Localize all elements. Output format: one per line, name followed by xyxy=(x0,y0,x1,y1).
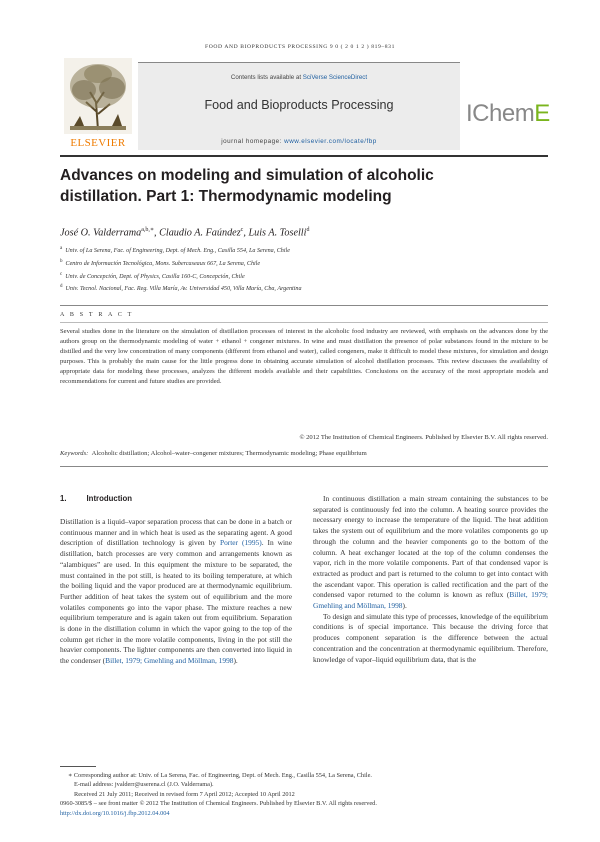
affiliation-key: b xyxy=(60,258,63,264)
icheme-logo-text: IChem xyxy=(466,100,535,127)
affiliation xyxy=(60,270,550,283)
icheme-logo xyxy=(466,100,550,128)
keywords-label: Keywords: xyxy=(60,450,89,457)
affiliation xyxy=(60,244,550,257)
citation-link[interactable]: Porter (1995) xyxy=(219,538,262,548)
journal-homepage xyxy=(138,138,460,145)
affiliation-key: d xyxy=(60,284,63,290)
abstract-text: Several studies done in the literature on the simulation of distillation processes of interest in the alcoholic food industry are reviewed, with emphasis on the advances done by the authors group on the thermodynamic modeling of water + ethanol + congener mixtures. In wine and must distillation the presence of polar substances found in the mixture to be distilled and the very low concentration of many components (different from ethanol and water), called congeners, make it difficult to model these mixtures, for simulation and design purposes. This is probably the main cause for the little progress done in obtaining accurate simulation of alcohol distillation processes. This review discusses the availability of appropriate data for modeling these processes, analyzes the different models available and their capabilities. Conclusions on the accuracy of the most appropriate models and recommendations for current and future studies are provided. xyxy=(60,328,548,385)
article-title xyxy=(60,165,520,207)
abstract-copyright: © 2012 The Institution of Chemical Engineers. Published by Elsevier B.V. All rights reserved. xyxy=(299,434,548,441)
abstract-bottom-rule xyxy=(60,466,548,467)
keywords-list: Alcoholic distillation; Alcohol–water–congener mixtures; Thermodynamic modeling; Phase equilibrium xyxy=(91,450,367,457)
paragraph-text: In continuous distillation a main stream containing the substances to be separated is continuously fed into the column. A heating source provides the necessary energy to increase the temperature of the liquid. The heat addition takes the system out of equilibrium and the more volatiles components go up through the column and the heavier components go to the bottom of the column. A heat exchanger located at the top of the column condenses the vapor, rich in the more volatile components. Part of that condensed vapor is extracted as product and part is returned to the column to get into contact with the ascendant vapor. This operation is called rectification and the part of the condensed vapor returned to the column is known as reflux ( xyxy=(313,494,548,600)
left-column xyxy=(60,517,292,667)
abstract-top-rule xyxy=(60,305,548,306)
abstract-heading-rule xyxy=(60,322,548,323)
corresponding-author-note: ∗ Corresponding author at: Univ. of La Serena, Fac. of Engineering, Dept. of Mech. Eng., Casilla 554, La Serena, Chile. xyxy=(68,772,372,779)
article-title-line-1: Advances on modeling and simulation of alcoholic xyxy=(60,167,434,184)
icheme-logo-e: E xyxy=(534,100,550,127)
author-affil-marker[interactable]: d xyxy=(306,227,310,233)
affiliations xyxy=(60,244,550,295)
affiliation-key: a xyxy=(60,246,63,251)
author-separator: , xyxy=(153,227,160,239)
paragraph: To design and simulate this type of processes, knowledge of the equilibrium conditions is of special importance. This because the driving force that produces component separation is the difference between the actual concentration and the concentration at thermodynamic equilibrium. Therefore, knowledge of vapor–liquid equilibrium data, that is the xyxy=(313,611,548,664)
header-rule xyxy=(60,155,548,157)
contents-prefix: Contents lists available at xyxy=(230,74,303,81)
author-name[interactable]: Luis A. Toselli xyxy=(248,227,307,239)
paragraph-text: Distillation is a liquid–vapor separation process that can be done in a batch or continuous manner and in which heat is used as the separating agent. A good description of distillation technology is given by xyxy=(60,517,292,548)
citation-link[interactable]: Billet, 1979; Gmehling and Möllman, 1998 xyxy=(105,656,234,666)
section-heading-introduction xyxy=(60,494,132,503)
paragraph-text: . In wine distillation, batch processes are very common and arrangements known as “alambiques” are used. In this equipment the mixture to be separated, the must contained in the pot still, is heated to its boiling temperature, at which the boiling liquid and the vapor produced are at thermodynamic equilibrium. Further addition of heat takes the system out of equilibrium and the more volatiles components go into the vapor phase. The mixture reaches a new equilibrium temperature and is again taken out from equilibrium. Separation is done in the distillation column in which the vapor going to the top of the column get richer in the more volatile components, living in the pot still the heavier components. The lighter components are then converted into liquid in the condenser ( xyxy=(60,538,292,666)
affiliation-text: Univ. Tecnol. Nacional, Fac. Reg. Villa María, Av. Universidad 450, Villa María, Cba, Argentina xyxy=(65,286,302,293)
author-affil-marker[interactable]: a,b,∗ xyxy=(141,227,154,233)
article-title-line-2: distillation. Part 1: Thermodynamic modeling xyxy=(60,188,392,205)
affiliation-text: Univ. de Concepción, Dept. of Physics, Casilla 160-C, Concepción, Chile xyxy=(65,273,245,280)
citation-link[interactable]: Billet, 1979; Gmehling and Möllman, 1998 xyxy=(313,590,548,611)
email-note[interactable]: E-mail address: jvalderr@userena.cl (J.O. Valderrama). xyxy=(74,781,214,789)
affiliation-text: Univ. of La Serena, Fac. of Engineering, Dept. of Mech. Eng., Casilla 554, La Serena, Chile xyxy=(65,248,290,255)
affiliation xyxy=(60,282,550,295)
affiliation xyxy=(60,257,550,270)
author-separator: , xyxy=(243,227,249,239)
abstract-heading: A B S T R A C T xyxy=(60,312,134,318)
author-list xyxy=(60,226,540,238)
keywords xyxy=(60,450,548,457)
paragraph xyxy=(313,494,548,612)
section-number: 1. xyxy=(60,494,67,503)
paragraph-text: ). xyxy=(402,601,407,611)
homepage-prefix: journal homepage: xyxy=(221,138,285,145)
author-name[interactable]: Claudio A. Faúndez xyxy=(159,227,241,239)
banner-top-rule xyxy=(138,62,460,63)
affiliation-key: c xyxy=(60,271,63,277)
homepage-link[interactable]: www.elsevier.com/locate/fbp xyxy=(284,138,377,145)
paragraph xyxy=(60,517,292,667)
paragraph-text: ). xyxy=(233,656,238,666)
running-head: FOOD AND BIOPRODUCTS PROCESSING 9 0 ( 2 0 1 2 ) 819–831 xyxy=(205,44,395,50)
contents-line xyxy=(138,74,460,81)
footnote-rule xyxy=(60,766,96,767)
publisher-name: ELSEVIER xyxy=(70,137,126,149)
section-title: Introduction xyxy=(86,494,132,503)
author-name[interactable]: José O. Valderrama xyxy=(60,227,142,239)
sciencedirect-link[interactable]: SciVerse ScienceDirect xyxy=(302,74,368,81)
journal-title: Food and Bioproducts Processing xyxy=(204,98,394,112)
right-column xyxy=(313,494,548,665)
issn-line: 0960-3085/$ – see front matter © 2012 The Institution of Chemical Engineers. Published by Elsevier B.V. All rights reserved. xyxy=(60,800,377,808)
doi-link[interactable]: http://dx.doi.org/10.1016/j.fbp.2012.04.004 xyxy=(60,809,170,817)
elsevier-tree-logo xyxy=(60,52,136,148)
author-affil-marker[interactable]: c xyxy=(240,227,244,233)
footnotes xyxy=(60,771,550,818)
affiliation-text: Centro de Información Tecnológica, Mons. Subercaseaux 667, La Serena, Chile xyxy=(65,260,261,267)
received-dates: Received 21 July 2011; Received in revised form 7 April 2012; Accepted 10 April 2012 xyxy=(74,790,295,798)
